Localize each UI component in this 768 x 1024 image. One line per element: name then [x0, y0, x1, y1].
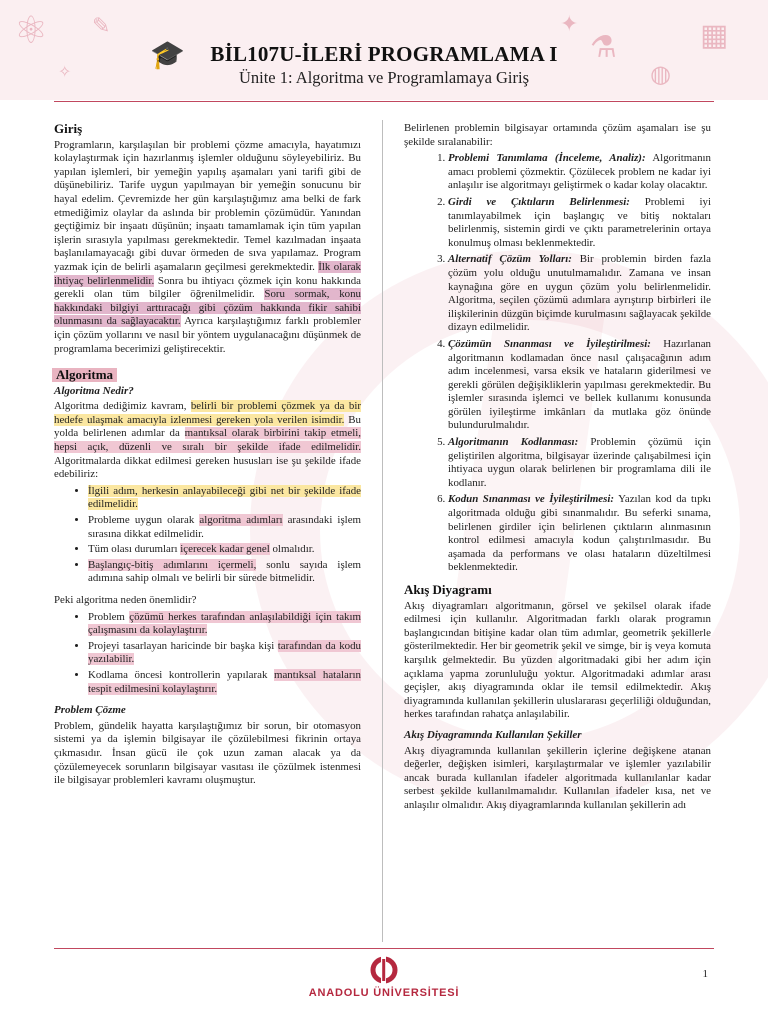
atom-icon: ⚛: [14, 8, 49, 52]
list-item: • Probleme uygun olarak algoritma adımları arasındaki işlem sırasına dikkat edilmelidir.: [88, 514, 361, 541]
giris-paragraph: Programların, karşılaşılan bir problemi çözme amacıyla, hayatımızı kolaylaştırmak için hazırlanmış işlemler olduğunu söyleyebiliriz. Bu yapılan işlemleri, bir yemeğin yapılış aşamaları yani tarifi gibi de düşünebiliriz. Tarife uygun yapılmayan bir yemeğin sonucunu bir hayal edelim. Çevremizde her gün karşılaştığımız ama belki de fark etmediğimiz olaylar da aslında bir problemin çözümüdür. Yanından geçtiğimiz bir inşaatı düşünün; inşaatı tamamlamak için tüm yapılan işlerin sırasıyla yapılması gerekmektedir. Temel kazılmadan inşaata başlanılamayacağı gibi duvar örmeden de sıva yapılamaz. Program yazmak için de belirli aşamaların geçilmesi gerekmektedir. İlk olarak ihtiyaç belirlenmelidir. Sonra bu ihtiyacı çözmek için konu hakkında gerekli olan tüm bilgiler öğrenilmelidir. Soru sormak, konu hakkındaki bilgiyi arttıracağı gibi çözüm hakkında fikir sahibi olunmasını da sağlayacaktır. Ayrıca karşılaştığımız farklı problemler için çözüm yollarını ve nasıl bir yöntem uygulanacağını düşünmek de programlama becerimizi geliştirecektir.: [54, 138, 362, 355]
akis-sekiller-paragraph: Akış diyagramında kullanılan şekillerin içlerine değişkene atanan değerler, değişken isimleri, karşılaştırmalar ve işlemler yazılabilir ancak burada kullanılan ifadeler algoritmada kullanılanlar kadar serbest şekilde kullanılmamalıdır. Kullanılan ifadeler kısa, net ve anlaşılır olmalıdır. Akış diyagramlarında kullanılan şekillerin adı: [404, 744, 711, 811]
highlight: Soru sormak, konu hakkındaki bilgiyi arttıracağı gibi çözüm hakkında fikir sahibi olunmasını da sağlayacaktır.: [54, 288, 362, 328]
list-item: 1. Problemi Tanımlama (İnceleme, Analiz): Algoritmanın amacı problemi çözmektir. Çözülecek problem ne kadar iyi anlaşılır ise algoritmayı geliştirmek o kadar kolay olacaktır.: [448, 152, 711, 193]
algoritma-importance-list: [54, 611, 361, 697]
page-number: 1: [702, 968, 708, 980]
highlight: mantıksal olarak birbirini takip etmeli, hepsi açık, düzenli ve sıralı bir şekilde ifade edilmelidir.: [54, 427, 361, 454]
list-item: 6. Kodun Sınanması ve İyileştirilmesi: Yazılan kod da tıpkı algoritmada olduğu gibi sınanmalıdır. Bu seferki sınama, belirlenen girdiler için belirlenen çıktıların alınmasının kontrol edilmesi amacıyla kodun çalıştırılmasıdır. Bu aşamada da performans ve olası hataların düzeltilmesi beklenmektedir.: [448, 493, 711, 575]
list-item: 2. Girdi ve Çıktıların Belirlenmesi: Problemi iyi tanımlayabilmek için başlangıç ve bitiş noktaları belirlenmiş, sistemin girdi ve çıktı parametrelerinin ortaya konulmuş olması beklenmektedir.: [448, 196, 711, 250]
list-item: 3. Alternatif Çözüm Yolları: Bir problemin birden fazla çözüm yolu olduğu unutulmamalıdır. Zamana ve insan kaynağına göre en uygun çözüm yolu belirlenmelidir. Algoritma, seçilen çözümü adımlara ayrıştırıp birbirleri ile ilişkilerinin düzgün biçimde kurulmasını sağlayacak şekilde dizayn edilmelidir.: [448, 253, 711, 335]
pencil-icon: ✎: [92, 14, 111, 39]
giris-heading: Giriş: [54, 121, 83, 136]
problem-cozme-heading: Problem Çözme: [54, 704, 126, 717]
page-title: BİL107U-İLERİ PROGRAMLAMA I: [210, 42, 558, 66]
solution-steps-list: [404, 152, 711, 575]
footer-divider: [54, 948, 714, 949]
globe-icon: ◍: [650, 60, 671, 88]
anadolu-logo-icon: [364, 955, 404, 985]
list-item: • Tüm olası durumları içerecek kadar genel olmalıdır.: [88, 543, 361, 557]
akis-diyagrami-paragraph: Akış diyagramları algoritmanın, görsel ve şekilsel olarak ifade edilmesi için kullanılır. Algoritmadan farklı olarak programın başlangıcından bitişine kadar olan tüm adımlar, geometrik şekillerle gösterilmektedir. Her bir geometrik şekil ve simge, bir iş veya komuta karşılık gelmektedir. Bu yüzden algoritmadaki gibi her adım için açıklama yapma zorunluluğu yoktur. Algoritmadaki adımlar arası geçişler, akış diyagramında oklar ile temsil edilmektedir. Akış diyagramında kullanılan şekillerin uluslararası geçerliliği olduğundan, herkes tarafından rahatça anlaşılabilir.: [404, 599, 711, 721]
list-item: • Projeyi tasarlayan haricinde bir başka kişi tarafından da kodu yazılabilir.: [88, 640, 361, 667]
page-subtitle: Ünite 1: Algoritma ve Programlamaya Giriş: [238, 68, 530, 87]
list-item: 5. Algoritmanın Kodlanması: Problemin çözümü için geliştirilen algoritma, bilgisayar üzerinde çalışabilmesi için ihtiyaca uygun olarak belirlenen bir programlama dili ile kodlanır.: [448, 436, 711, 490]
list-item: • Kodlama öncesi kontrollerin yapılarak mantıksal hataların tespit edilmesini kolaylaştırır.: [88, 669, 361, 696]
list-item: • Problem çözümü herkes tarafından anlaşılabildiği için takım çalışmasını da kolaylaştırır.: [88, 611, 361, 638]
steps-intro: Belirlenen problemin bilgisayar ortamında çözüm aşamaları ise şu şekilde sıralanabilir:: [404, 122, 711, 148]
university-name: ANADOLU ÜNİVERSİTESİ: [308, 987, 460, 999]
flask-icon: ⚗: [590, 30, 617, 65]
highlight: belirli bir problemi çözmek ya da bir hedefe ulaşmak amacıyla izlenmesi gereken yola verilen isimdir.: [54, 400, 361, 426]
list-item: • İlgili adım, herkesin anlayabileceği gibi net bir şekilde ifade edilmelidir.: [88, 485, 361, 512]
calculator-icon: ▦: [700, 18, 729, 53]
algoritma-rules-list: [54, 485, 361, 586]
left-column: [54, 122, 361, 791]
list-item: • Başlangıç-bitiş adımlarını içermeli, sonlu sayıda işlem adımına sahip olmalı ve belirli bir sürede bitmelidir.: [88, 559, 361, 586]
right-column: [404, 122, 711, 816]
akis-diyagrami-heading: Akış Diyagramı: [404, 582, 492, 597]
algoritma-nedir-heading: Algoritma Nedir?: [54, 384, 134, 397]
university-logo: [0, 955, 768, 999]
list-item: 4. Çözümün Sınanması ve İyileştirilmesi: Hazırlanan algoritmanın kodlamadan önce nasıl çalışacağının adım adım incelenmesi, varsa eksik ve hataların giderilmesi ve gerekli görülen değişikliklerin yapılması gerekmektedir. Bu işlemler sırasında işlemci ve bellek kullanımı konusunda görülen iyileştirme imkânları da mutlaka göz önünde bulundurulmalıdır.: [448, 338, 711, 433]
akis-sekiller-heading: Akış Diyagramında Kullanılan Şekiller: [404, 728, 582, 741]
algoritma-heading: Algoritma: [52, 368, 117, 382]
peki-question: Peki algoritma neden önemlidir?: [54, 594, 197, 606]
highlight: İlk olarak ihtiyaç belirlenmelidir.: [54, 260, 361, 287]
graduation-cap-icon: 🎓: [150, 38, 185, 71]
star-icon: ✧: [58, 62, 72, 81]
header-divider: [54, 101, 714, 102]
algoritma-paragraph: Algoritma dediğimiz kavram, belirli bir problemi çözmek ya da bir hedefe ulaşmak amacıyla izlenmesi gereken yola verilen isimdir. Bu yolda belirlenen adımlar da mantıksal olarak birbirini takip etmeli, hepsi açık, düzenli ve sıralı bir şekilde ifade edilmelidir. Algoritmalarda dikkat edilmesi gereken hususları ise şu şekilde ifade edebiliriz:: [54, 400, 361, 481]
problem-cozme-paragraph: Problem, gündelik hayatta karşılaştığımız bir sorun, bir otomasyon sistemi ya da işlemin bilgisayar ile çözülebilmesi fikrinin ortaya çıkmasıdır. İnsan gücü ile çok uzun zaman alacak ya da çözülemeyecek sorunların bilgisayar vasıtası ile çözülmek istenmesi ile bilgisayar problemleri kavramı oluşmuştur.: [54, 719, 361, 787]
column-divider: [382, 120, 383, 942]
lightbulb-icon: ✦: [560, 12, 579, 37]
